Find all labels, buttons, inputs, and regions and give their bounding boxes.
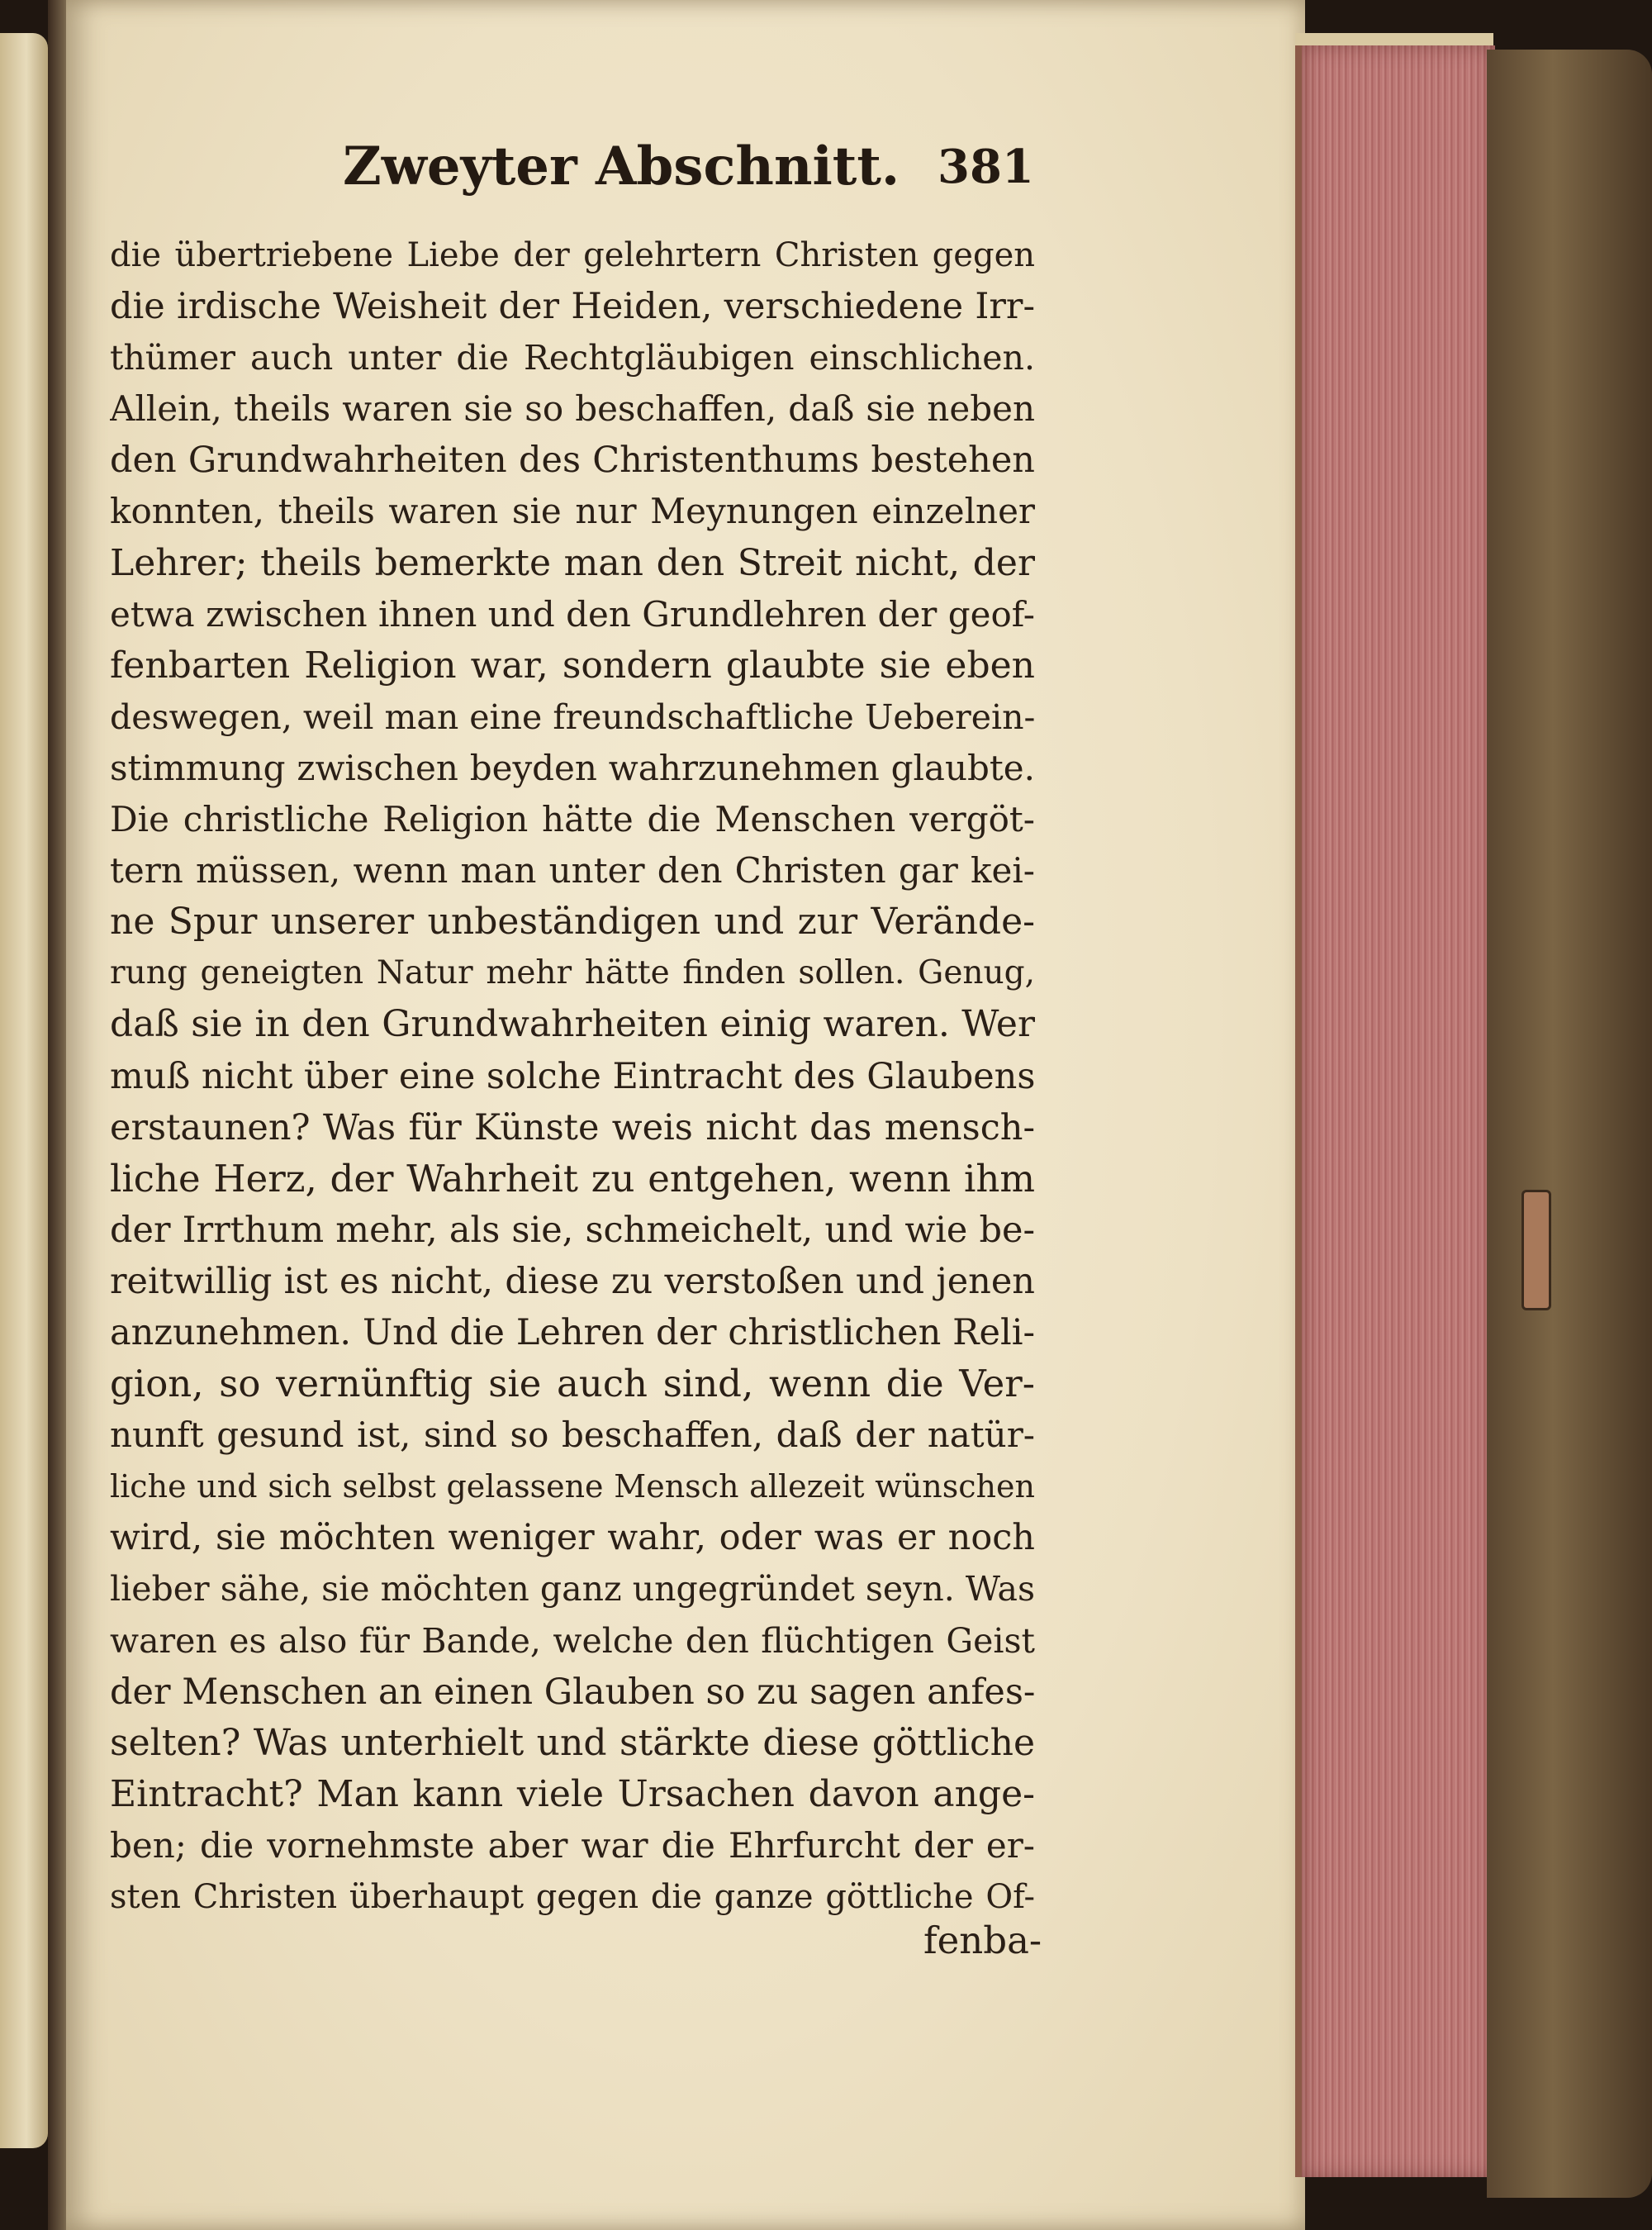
text-line: sten Christen überhaupt gegen die ganze göttliche Of- [110, 1878, 1035, 1916]
text-line: der Irrthum mehr, als sie, schmeichelt, und wie be- [110, 1209, 1035, 1251]
text-line: liche Herz, der Wahrheit zu entgehen, wenn ihm [110, 1156, 1035, 1201]
text-line: reitwillig ist es nicht, diese zu verstoßen und jenen [110, 1260, 1035, 1302]
text-line: ben; die vornehmste aber war die Ehrfurcht der er- [110, 1824, 1035, 1866]
text-line: deswegen, weil man eine freundschaftliche Ueberein- [110, 697, 1035, 737]
text-line: gion, so vernünftig sie auch sind, wenn die Ver- [110, 1362, 1035, 1406]
text-line: muß nicht über eine solche Eintracht des Glaubens [110, 1055, 1035, 1097]
text-line: Eintracht? Man kann viele Ursachen davon ange- [110, 1772, 1035, 1815]
text-line: liche und sich selbst gelassene Mensch allezeit wünschen [110, 1468, 1035, 1505]
body-text [110, 230, 1035, 1923]
text-line: tern müssen, wenn man unter den Christen gar kei- [110, 850, 1035, 892]
text-line: etwa zwischen ihnen und den Grundlehren der geof- [110, 593, 1035, 635]
cover-clasp [1521, 1190, 1551, 1310]
text-line: waren es also für Bande, welche den flüchtigen Geist [110, 1620, 1035, 1661]
page-header [343, 134, 1037, 208]
text-line: fenbarten Religion war, sondern glaubte sie eben [110, 644, 1035, 687]
catchword: fenba- [923, 1919, 1042, 1962]
text-line: thümer auch unter die Rechtgläubigen einschlichen. [110, 338, 1035, 378]
previous-page-edge [0, 33, 48, 2148]
text-line: ne Spur unserer unbeständigen und zur Verände- [110, 901, 1035, 944]
text-line: konnten, theils waren sie nur Meynungen einzelner [110, 491, 1035, 532]
text-line: Lehrer; theils bemerkte man den Streit nicht, der [110, 541, 1035, 584]
text-line: daß sie in den Grundwahrheiten einig waren. Wer [110, 1003, 1035, 1046]
text-line: Die christliche Religion hätte die Menschen vergöt- [110, 799, 1035, 840]
text-line: nunft gesund ist, sind so beschaffen, daß der natür- [110, 1415, 1035, 1456]
text-line: lieber sähe, sie möchten ganz ungegründet seyn. Was [110, 1569, 1035, 1609]
text-line: die irdische Weisheit der Heiden, verschiedene Irr- [110, 286, 1035, 328]
text-line: der Menschen an einen Glauben so zu sagen anfes- [110, 1671, 1035, 1713]
text-line: stimmung zwischen beyden wahrzunehmen glaubte. [110, 747, 1035, 788]
text-line: den Grundwahrheiten des Christenthums bestehen [110, 440, 1035, 482]
running-head: Zweyter Abschnitt. [343, 136, 900, 197]
book-cover [1487, 50, 1652, 2198]
text-line: Allein, theils waren sie so beschaffen, daß sie neben [110, 388, 1035, 430]
text-line: rung geneigten Natur mehr hätte finden sollen. Genug, [110, 954, 1035, 992]
text-line: anzunehmen. Und die Lehren der christlichen Reli- [110, 1311, 1035, 1353]
page-number: 381 [938, 140, 1034, 194]
text-line: selten? Was unterhielt und stärkte diese göttliche [110, 1721, 1035, 1764]
text-line: erstaunen? Was für Künste weis nicht das mensch- [110, 1106, 1035, 1148]
text-line: die übertriebene Liebe der gelehrtern Christen gegen [110, 236, 1035, 274]
page-edges [1295, 45, 1495, 2177]
text-line: wird, sie möchten weniger wahr, oder was er noch [110, 1517, 1035, 1559]
